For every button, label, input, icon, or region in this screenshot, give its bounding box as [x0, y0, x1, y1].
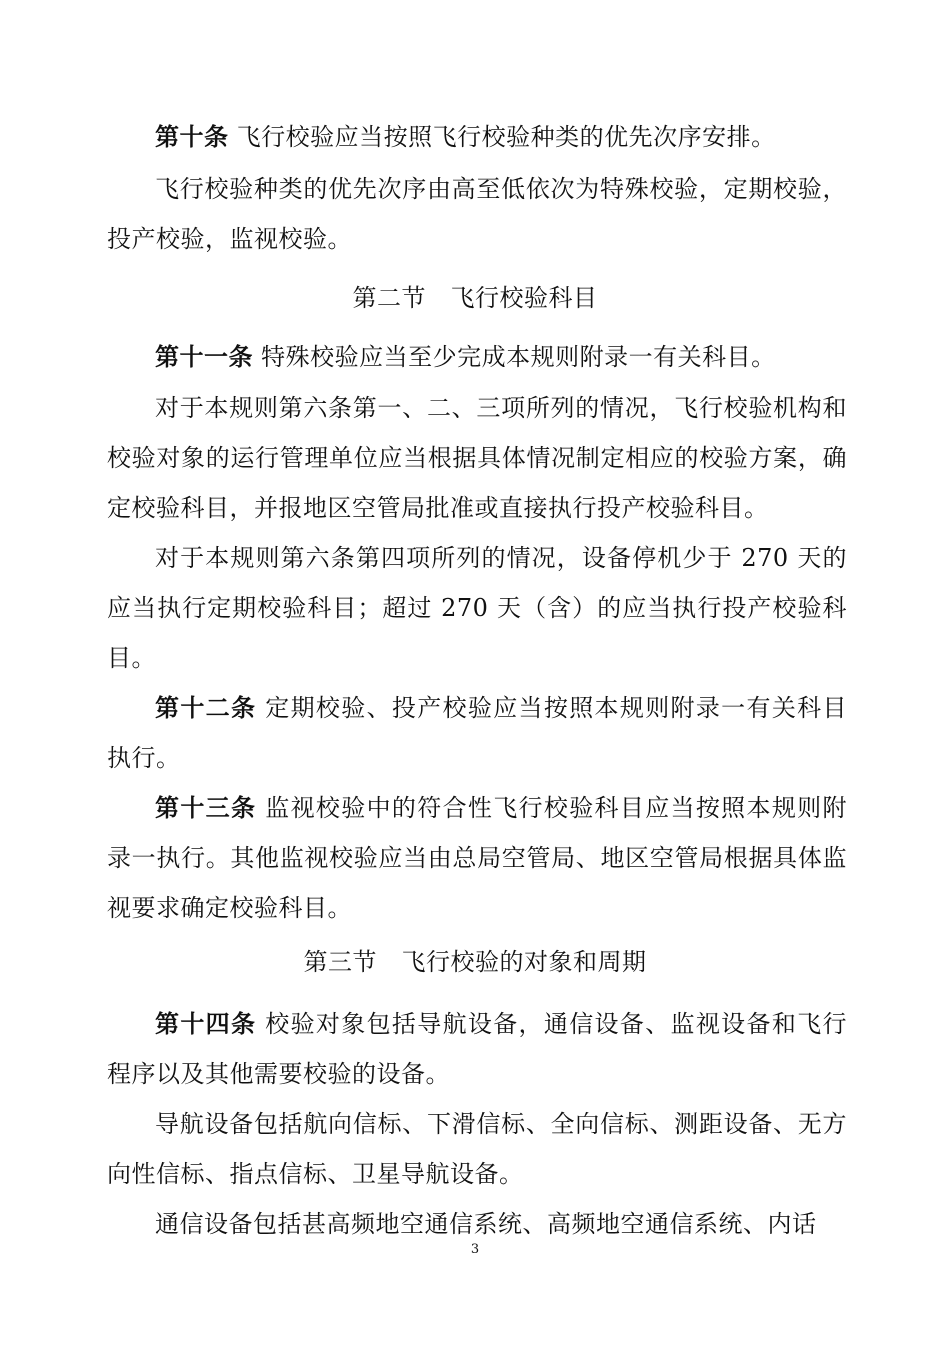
article-number: 第十一条: [155, 342, 253, 371]
paragraph-text: 校验对象包括导航设备，通信设备、监视设备和飞行程序以及其他需要校验的设备。: [107, 1010, 847, 1088]
paragraph-text: 特殊校验应当至少完成本规则附录一有关科目。: [261, 343, 776, 371]
article-11-downtime-paragraph: [107, 533, 847, 683]
article-13-paragraph: [107, 783, 847, 933]
paragraph-text: 监视校验中的符合性飞行校验科目应当按照本规则附录一执行。其他监视校验应当由总局空管局、地区空管局根据具体监视要求确定校验科目。: [107, 794, 847, 922]
article-11-clause-paragraph: [107, 383, 847, 533]
paragraph-text: 通信设备包括甚高频地空通信系统、高频地空通信系统、内话: [155, 1210, 817, 1238]
article-number: 第十四条: [155, 1009, 257, 1038]
paragraph-text: 飞行校验种类的优先次序由高至低依次为特殊校验，定期校验，投产校验，监视校验。: [107, 175, 847, 253]
paragraph-text: 导航设备包括航向信标、下滑信标、全向信标、测距设备、无方向性信标、指点信标、卫星导航设备。: [107, 1110, 847, 1188]
section-heading: 第三节 飞行校验的对象和周期: [303, 948, 647, 976]
article-number: 第十二条: [155, 693, 257, 722]
article-number: 第十条: [155, 122, 229, 151]
paragraph-text: 定期校验、投产校验应当按照本规则附录一有关科目执行。: [107, 694, 847, 772]
article-10-paragraph: [107, 112, 847, 162]
paragraph-text: 飞行校验应当按照飞行校验种类的优先次序安排。: [236, 123, 776, 151]
paragraph-text: 对于本规则第六条第四项所列的情况，设备停机少于 270 天的应当执行定期校验科目；超过 270 天（含）的应当执行投产校验科目。: [107, 544, 847, 672]
section-heading: 第二节 飞行校验科目: [352, 284, 598, 312]
article-number: 第十三条: [155, 793, 257, 822]
paragraph-text: 对于本规则第六条第一、二、三项所列的情况，飞行校验机构和校验对象的运行管理单位应当根据具体情况制定相应的校验方案，确定校验科目，并报地区空管局批准或直接执行投产校验科目。: [107, 394, 847, 522]
article-12-paragraph: [107, 683, 847, 783]
priority-order-paragraph: [107, 164, 847, 264]
article-14-paragraph: [107, 999, 847, 1099]
article-11-paragraph: [107, 332, 847, 382]
navigation-equipment-paragraph: [107, 1099, 847, 1199]
page-number: 3: [470, 1242, 480, 1257]
